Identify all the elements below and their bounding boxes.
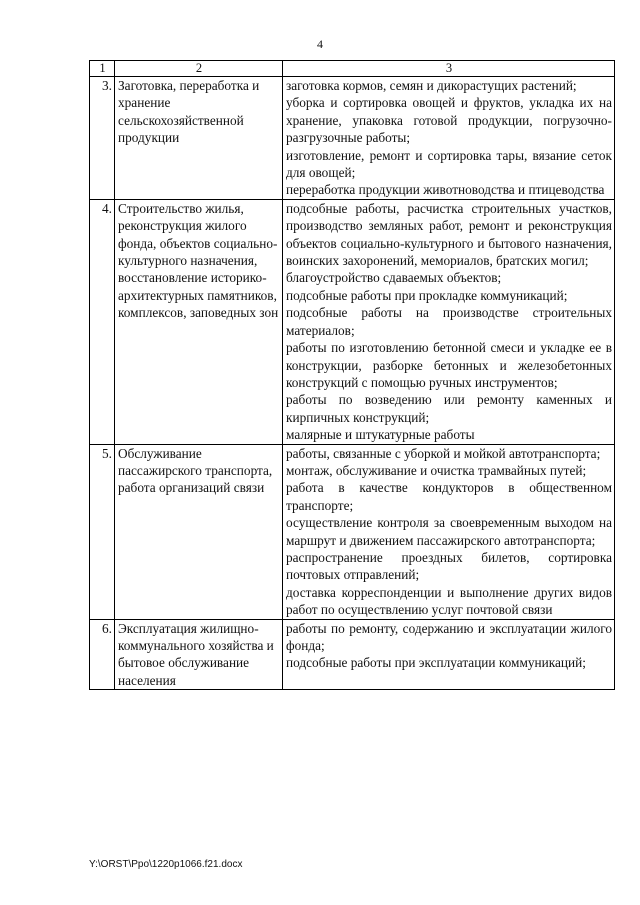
work-item: уборка и сортировка овощей и фруктов, укладка их на хранение, упаковка готовой продукции, погрузочно-разгрузочные работы; xyxy=(286,95,612,146)
activity-name: Строительство жилья, реконструкция жилого фонда, объектов социально-культурного назначения, восстановление историко-архитектурных памятников, комплексов, заповедных зон xyxy=(115,199,283,444)
work-item: подсобные работы, расчистка строительных участков, производство земляных работ, ремонт и реконструкция объектов социально-культурного и бытового назначения, воинских захоронений, мемориалов, братских могил; xyxy=(286,200,612,269)
table-row xyxy=(90,444,615,619)
work-item: переработка продукции животноводства и птицеводства xyxy=(286,182,605,198)
work-item: работа в качестве кондукторов в общественном транспорте; xyxy=(286,480,612,513)
row-number: 3. xyxy=(90,77,115,200)
works-list xyxy=(283,619,615,690)
work-item: работы по изготовлению бетонной смеси и укладке ее в конструкции, разборке бетонных и железобетонных конструкций с помощью ручных инструментов; xyxy=(286,340,612,390)
work-item: изготовление, ремонт и сортировка тары, вязание сеток для овощей; xyxy=(286,147,612,181)
works-list xyxy=(283,77,615,200)
work-item: осуществление контроля за своевременным выходом на маршрут и движением пассажирского автотранспорта; xyxy=(286,515,612,548)
table-row xyxy=(90,619,615,690)
column-header-1: 1 xyxy=(90,61,115,77)
work-item: монтаж, обслуживание и очистка трамвайных путей; xyxy=(286,462,587,478)
work-item: подсобные работы при прокладке коммуникаций; xyxy=(286,287,568,303)
work-item: заготовка кормов, семян и дикорастущих растений; xyxy=(286,78,577,93)
work-item: подсобные работы на производстве строительных материалов; xyxy=(286,305,612,338)
column-header-3: 3 xyxy=(283,61,615,77)
work-item: работы, связанные с уборкой и мойкой автотранспорта; xyxy=(286,445,601,461)
page-number: 4 xyxy=(317,37,323,51)
activities-table xyxy=(89,60,615,690)
activity-name: Эксплуатация жилищно-коммунального хозяйства и бытовое обслуживание населения xyxy=(115,619,283,690)
work-item: благоустройство сдаваемых объектов; xyxy=(286,270,502,286)
work-item: доставка корреспонденции и выполнение других видов работ по осуществлению услуг почтовой связи xyxy=(286,584,612,618)
activity-name: Заготовка, переработка и хранение сельскохозяйственной продукции xyxy=(115,77,283,200)
works-list xyxy=(283,444,615,619)
work-item: работы по возведению или ремонту каменных и кирпичных конструкций; xyxy=(286,392,612,425)
work-item: малярные и штукатурные работы xyxy=(286,427,475,443)
row-number: 4. xyxy=(90,199,115,444)
work-item: распространение проездных билетов, сортировка почтовых отправлений; xyxy=(286,549,612,583)
activity-name: Обслуживание пассажирского транспорта, работа организаций связи xyxy=(115,444,283,619)
work-item: подсобные работы при эксплуатации коммуникаций; xyxy=(286,655,586,671)
file-path-footer: Y:\ORST\Ppo\1220p1066.f21.docx xyxy=(89,859,243,870)
row-number: 6. xyxy=(90,619,115,690)
table-row xyxy=(90,199,615,444)
column-header-2: 2 xyxy=(115,61,283,77)
table-header-row xyxy=(90,61,615,77)
table-row xyxy=(90,77,615,200)
work-item: работы по ремонту, содержанию и эксплуатации жилого фонда; xyxy=(286,620,612,653)
works-list xyxy=(283,199,615,444)
row-number: 5. xyxy=(90,444,115,619)
